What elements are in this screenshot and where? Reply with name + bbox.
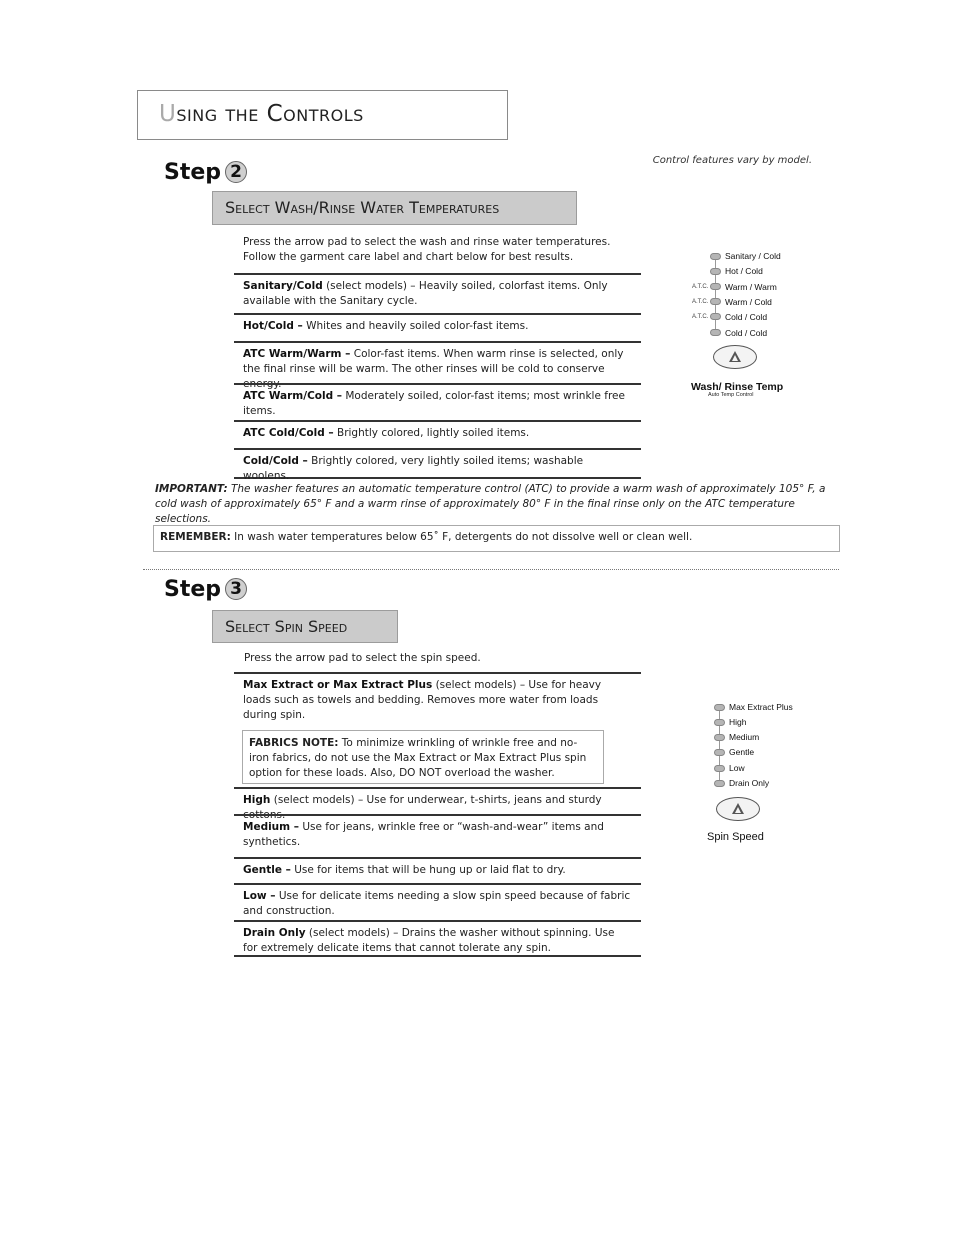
step-2-intro: Press the arrow pad to select the wash and rinse water temperatures. Follow the garment care label and chart below for best results. [243,236,611,263]
up-arrow-inner [732,355,738,361]
panel-option-atc-cold-cold: Cold / Cold [725,312,768,322]
item-term: High [243,794,271,806]
panel-option-high: High [729,717,747,727]
panel-option-gentle: Gentle [729,747,755,757]
temp-arrow-pad[interactable] [713,345,757,369]
item-term: Hot/Cold – [243,320,303,332]
item-term: ATC Warm/Warm – [243,348,351,360]
item-term: ATC Cold/Cold – [243,427,334,439]
temp-item-atc-warm-cold [234,383,641,420]
panel-option-low: Low [729,763,745,773]
panel-option-warm-cold: Warm / Cold [725,297,772,307]
remember-label: REMEMBER: [160,531,231,543]
panel-option-hot-cold: Hot / Cold [725,266,763,276]
item-text: (select models) – Heavily soiled, colorfast items. Only available with the Sanitary cycle. [243,280,608,307]
important-text: The washer features an automatic temperature control (ATC) to provide a warm wash of approximately 105° F, a cold wash of approximately 65° F and a warm rinse of approximately 80° F in the final rinse only on the ATC temperature selections. [155,483,826,525]
atc-mark: A.T.C. [692,284,709,290]
page-title-rest: sing the Controls [176,101,364,127]
item-text: Use for delicate items needing a slow spin speed because of fabric and construction. [243,890,631,917]
item-text: Moderately soiled, color-fast items; most wrinkle free items. [243,390,625,417]
spin-item-low [234,883,641,920]
temp-item-sanitary-cold [234,273,641,313]
fabrics-note-box [242,730,604,784]
step-3-banner: Select Spin Speed [212,610,398,643]
spin-item-medium [234,814,641,857]
led-indicator [710,313,721,320]
panel-option-cold-cold: Cold / Cold [725,328,768,338]
item-text: Brightly colored, very lightly soiled items; washable woolens. [243,455,584,482]
item-text: (select models) – Use for underwear, t-shirts, jeans and sturdy cottons. [243,794,602,821]
fabrics-note-text: To minimize wrinkling of wrinkle free and no-iron fabrics, do not use the Max Extract or Max Extract Plus spin option for these loads. Also, DO NOT overload the washer. [249,737,587,779]
led-indicator [710,253,721,260]
led-indicator [714,780,725,787]
step-2-number: 2 [225,161,247,183]
item-text: Whites and heavily soiled color-fast items. [302,320,529,332]
important-note [155,482,845,527]
item-term: Gentle – [243,864,291,876]
item-text: (select models) – Drains the washer without spinning. Use for extremely delicate items that cannot tolerate any spin. [243,927,615,954]
spin-arrow-pad[interactable] [716,797,760,821]
panel-option-warm-warm: Warm / Warm [725,282,777,292]
spin-item-drain-only [234,920,641,957]
item-text: Brightly colored, lightly soiled items. [333,427,530,439]
item-term: ATC Warm/Cold – [243,390,343,402]
temp-item-hot-cold [234,313,641,341]
step-3-label: Step [164,577,222,602]
item-term: Drain Only [243,927,306,939]
item-text: Use for jeans, wrinkle free or “wash-and-wear” items and synthetics. [243,821,604,848]
temp-panel-title: Wash/ Rinse Temp [691,381,784,393]
item-text: Color-fast items. When warm rinse is selected, only the final rinse will be warm. The other rinses will be cold to conserve energy. [243,348,624,390]
control-features-note: Control features vary by model. [652,155,812,166]
panel-option-max-extract-plus: Max Extract Plus [729,702,793,712]
led-indicator [714,765,725,772]
led-indicator [710,283,721,290]
step-2-label: Step [164,160,222,185]
temp-item-atc-cold-cold [234,420,641,448]
led-indicator [714,749,725,756]
step-3-heading [164,577,247,602]
item-text: (select models) – Use for heavy loads such as towels and bedding. Removes more water from loads during spin. [243,679,602,721]
step-3-intro: Press the arrow pad to select the spin speed. [244,652,481,664]
fabrics-note-label: FABRICS NOTE: [249,737,339,749]
step-2-banner: Select Wash/Rinse Water Temperatures [212,191,577,225]
led-indicator [714,704,725,711]
temp-panel-subtitle: Auto Temp Control [708,392,754,398]
spin-panel-title: Spin Speed [707,831,764,843]
panel-option-medium: Medium [729,732,760,742]
panel-option-sanitary-cold: Sanitary / Cold [725,251,781,261]
page-title-initial: U [159,101,177,127]
atc-mark: A.T.C. [692,314,709,320]
section-divider [143,569,839,570]
item-term: Medium – [243,821,300,833]
item-term: Low – [243,890,276,902]
spin-item-gentle [234,857,641,883]
remember-box [153,525,840,552]
item-term: Max Extract or Max Extract Plus [243,679,433,691]
temp-item-cold-cold [234,448,641,482]
item-term: Sanitary/Cold [243,280,323,292]
step-3-number: 3 [225,578,247,600]
up-arrow-inner [735,807,741,813]
led-indicator [710,329,721,336]
led-indicator [714,734,725,741]
page-title [159,101,364,127]
led-indicator [710,298,721,305]
spin-item-high [234,787,641,821]
led-indicator [714,719,725,726]
temp-item-atc-warm-warm [234,341,641,390]
item-text: Use for items that will be hung up or laid flat to dry. [290,864,566,876]
step-2-heading [164,160,247,185]
remember-text: In wash water temperatures below 65˚ F, detergents do not dissolve well or clean well. [230,531,693,543]
atc-mark: A.T.C. [692,299,709,305]
important-label: IMPORTANT: [155,483,228,495]
item-term: Cold/Cold – [243,455,308,467]
led-indicator [710,268,721,275]
panel-option-drain-only: Drain Only [729,778,770,788]
